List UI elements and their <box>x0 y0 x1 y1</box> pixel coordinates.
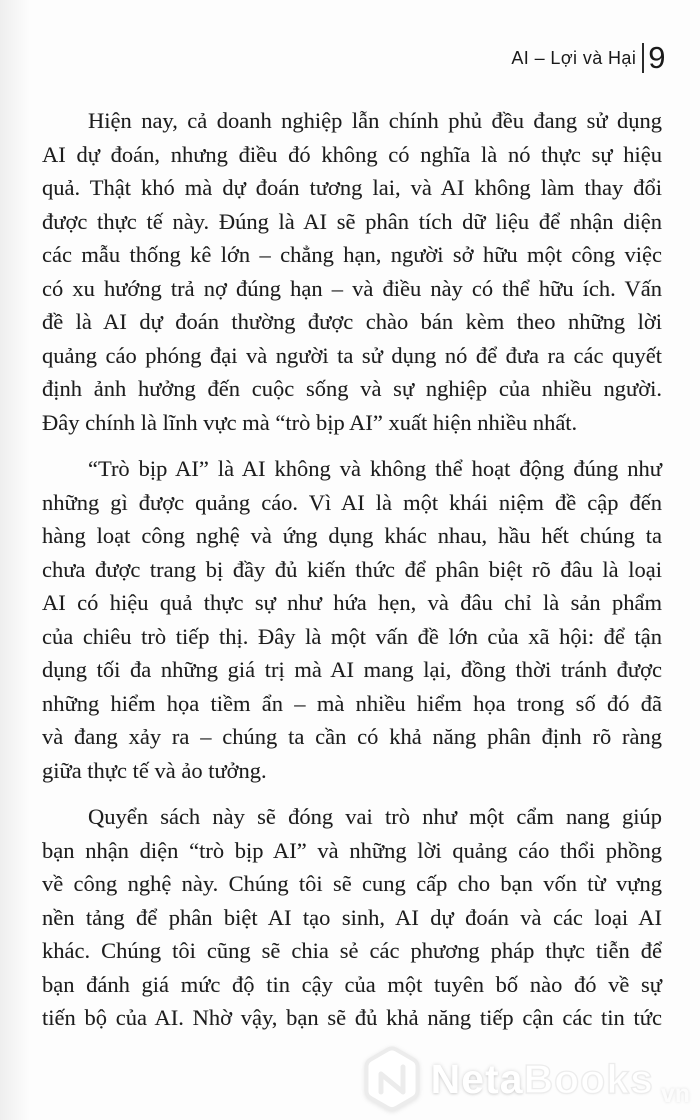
paragraph <box>42 104 662 439</box>
page-header <box>511 42 666 73</box>
text-line: AI dự đoán, nhưng điều đó không có nghĩa là nó thực sự hiệu <box>42 141 662 167</box>
text-line: tiến bộ của AI. Nhờ vậy, bạn sẽ đủ khả năng tiếp cận các tin tức <box>42 1005 662 1030</box>
text-line: quảng cáo phóng đại và người ta sử dụng nó để đưa ra các quyết <box>42 342 662 368</box>
text-line: hàng loạt công nghệ và ứng dụng khác nhau, hầu hết chúng ta <box>42 523 662 548</box>
text-line: được thực tế này. Đúng là AI sẽ phân tích dữ liệu để nhận diện <box>42 208 662 234</box>
text-line: quả. Thật khó mà dự đoán tương lai, và AI không làm thay đổi <box>42 175 662 200</box>
text-line: bạn nhận diện “trò bịp AI” và những lời quảng cáo thổi phồng <box>42 837 662 863</box>
text-line: những gì được quảng cáo. Vì AI là một khái niệm đề cập đến <box>42 489 662 515</box>
watermark-domain-suffix: vn <box>660 1080 690 1108</box>
text-line: đề là AI dự đoán thường được chào bán kèm theo những lời <box>42 309 662 334</box>
running-title: AI – Lợi và Hại <box>511 48 637 68</box>
page-number: 9 <box>648 40 666 75</box>
text-line: chưa được trang bị đầy đủ kiến thức để phân biệt rõ đâu là loại <box>42 556 662 582</box>
text-line: nền tảng để phân biệt AI tạo sinh, AI dự đoán và các loại AI <box>42 904 662 930</box>
text-line: bạn đánh giá mức độ tin cậy của một tuyên bố nào đó về sự <box>42 971 662 997</box>
page-body <box>42 104 662 1048</box>
netabooks-watermark <box>362 1046 690 1112</box>
text-line: khác. Chúng tôi cũng sẽ chia sẻ các phương pháp thực tiễn để <box>42 938 662 963</box>
scan-edge-shading <box>0 0 30 1120</box>
text-line: dụng tối đa những giá trị mà AI mang lại, đồng thời tránh được <box>42 657 662 682</box>
paragraph <box>42 800 662 1035</box>
text-line: và đang xảy ra – chúng ta cần có khả năng phân định rõ ràng <box>42 724 662 749</box>
text-line: những hiểm họa tiềm ẩn – mà nhiều hiểm họa trong số đó đã <box>42 690 662 716</box>
paragraph <box>42 452 662 787</box>
text-line: Đây chính là lĩnh vực mà “trò bịp AI” xuất hiện nhiều nhất. <box>42 409 578 435</box>
text-line: của chiêu trò tiếp thị. Đây là một vấn đề lớn của xã hội: để tận <box>42 623 662 649</box>
text-line: Quyển sách này sẽ đóng vai trò như một cẩm nang giúp <box>88 804 662 829</box>
watermark-brand-primary: Neta <box>430 1055 524 1102</box>
header-separator <box>642 43 644 73</box>
watermark-brand-secondary: Books <box>523 1055 654 1102</box>
text-line: có xu hướng trả nợ đúng hạn – và điều này có thể hữu ích. Vấn <box>42 275 662 301</box>
text-line: giữa thực tế và ảo tưởng. <box>42 757 267 783</box>
text-line: AI có hiệu quả thực sự như hứa hẹn, và đâu chỉ là sản phẩm <box>42 590 662 615</box>
text-line: định ảnh hưởng đến cuộc sống và sự nghiệp của nhiều người. <box>42 376 662 401</box>
text-line: “Trò bịp AI” là AI không và không thể hoạt động đúng như <box>88 456 662 481</box>
netabooks-hexagon-n-logo-icon <box>362 1046 422 1112</box>
text-line: về công nghệ này. Chúng tôi sẽ cung cấp cho bạn vốn từ vựng <box>42 871 662 896</box>
text-line: Hiện nay, cả doanh nghiệp lẫn chính phủ đều đang sử dụng <box>88 108 662 133</box>
text-line: các mẫu thống kê lớn – chẳng hạn, người sở hữu một công việc <box>42 242 662 267</box>
